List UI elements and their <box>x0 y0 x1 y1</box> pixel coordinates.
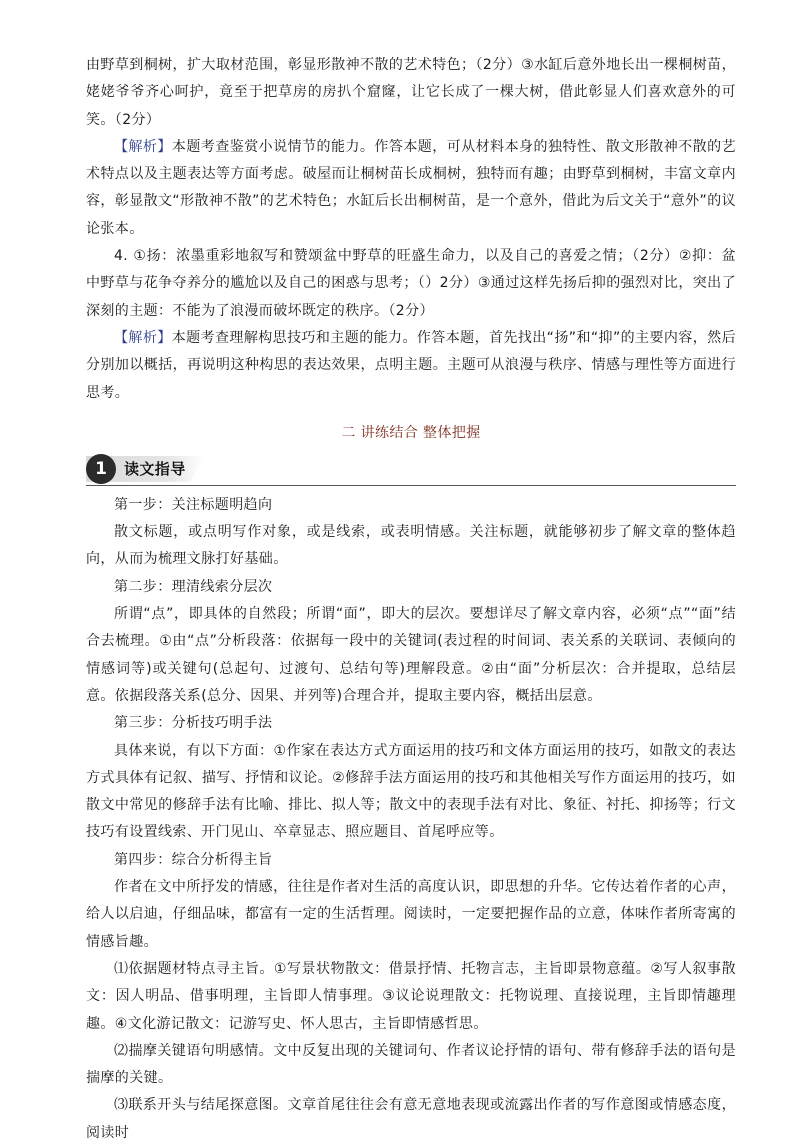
section-title: 二 讲练结合 整体把握 <box>341 424 481 441</box>
step-body: 所谓“点”，即具体的自然段；所谓“面”，即大的层次。要想详尽了解文章内容，必须“点”“面”结合去梳理。①由“点”分析段落：依据每一段中的关键词(表过程的时间词、表关系的关联词、表倾向的情感词等)或关键句(总起句、过渡句、总结句等)理解段意。②由“面”分析层次：合并提取，总结层意。依据段落关系(总分、因果、并列等)合理合并，提取主要内容，概括出层意。 <box>86 606 736 704</box>
analysis-text: 本题考查鉴赏小说情节的能力。作答本题，可从材料本身的独特性、散文形散神不散的艺术特点以及主题表达等方面考虑。破屋而让桐树苗长成桐树，独特而有趣；由野草到桐树，丰富文章内容，彰显散文“形散神不散”的艺术特色；水缸后长出桐树苗，是一个意外，借此为后文关于“意外”的议论张本。 <box>86 138 736 237</box>
step-body: 散文标题，或点明写作对象，或是线索，或表明情感。关注标题，就能够初步了解文章的整体趋向，从而为梳理文脉打好基础。 <box>86 524 736 568</box>
step-body: 具体来说，有以下方面：①作家在表达方式方面运用的技巧和文体方面运用的技巧，如散文的表达方式具体有记叙、描写、抒情和议论。②修辞手法方面运用的技巧和其他相关写作方面运用的技巧，如散文中常见的修辞手法有比喻、排比、拟人等；散文中的表现手法有对比、象征、衬托、抑扬等；行文技巧有设置线索、开门见山、卒章显志、照应题目、首尾呼应等。 <box>86 742 736 841</box>
analysis-tag: 【解析】 <box>114 138 172 155</box>
sub-item: ⑶联系开头与结尾探意图。文章首尾往往会有意无意地表现或流露出作者的写作意图或情感态度，阅读时 <box>86 1097 736 1141</box>
reading-guide-banner <box>86 454 736 484</box>
sub-item: ⑴依据题材特点寻主旨。①写景状物散文：借景抒情、托物言志，主旨即景物意蕴。②写人叙事散文：因人明品、借事明理，主旨即人情事理。③议论说理散文：托物说理、直接说理，主旨即情趣理趣。④文化游记散文：记游写史、怀人思古，主旨即情感哲思。 <box>86 960 736 1032</box>
answer-paragraph: 由野草到桐树，扩大取材范围，彰显形散神不散的艺术特色；（2分）③水缸后意外地长出一棵桐树苗，姥姥爷爷齐心呵护，竟至于把草房的房扒个窟窿，让它长成了一棵大树，借此彰显人们喜欢意外的可笑。（2分） <box>86 57 736 128</box>
step-title: 第一步：关注标题明趋向 <box>114 496 273 513</box>
sub-item: ⑵揣摩关键语句明感情。文中反复出现的关键词句、作者议论抒情的语句、带有修辞手法的语句是揣摩的关键。 <box>86 1042 736 1087</box>
banner-label: 读文指导 <box>124 459 186 478</box>
answer-paragraph: 4. ①扬：浓墨重彩地叙写和赞颂盆中野草的旺盛生命力，以及自己的喜爱之情；（2分）②抑：盆中野草与花争夺养分的尴尬以及自己的困惑与思考；（）2分）③通过这样先扬后抑的强烈对比，突出了深刻的主题：不能为了浪漫而破坏既定的秩序。（2分） <box>86 248 736 319</box>
number-1-icon: 1 <box>86 454 116 484</box>
step-title: 第三步：分析技巧明手法 <box>114 715 273 732</box>
step-body: 作者在文中所抒发的情感，往往是作者对生活的高度认识，即思想的升华。它传达着作者的心声，给人以启迪，仔细品味，都富有一定的生活哲理。阅读时，一定要把握作品的立意，体味作者所寄寓的情感旨趣。 <box>86 879 736 950</box>
document-page <box>86 52 736 1147</box>
banner-divider <box>86 485 736 486</box>
analysis-text: 本题考查理解构思技巧和主题的能力。作答本题，首先找出“扬”和“抑”的主要内容，然后分别加以概括，再说明这种构思的表达效果，点明主题。主题可从浪漫与秩序、情感与理性等方面进行思考。 <box>86 329 736 401</box>
analysis-paragraph <box>86 325 736 407</box>
analysis-paragraph <box>86 134 736 243</box>
step-title: 第四步：综合分析得主旨 <box>114 851 273 868</box>
step-title: 第二步：理清线索分层次 <box>114 578 273 595</box>
analysis-tag: 【解析】 <box>114 329 172 346</box>
